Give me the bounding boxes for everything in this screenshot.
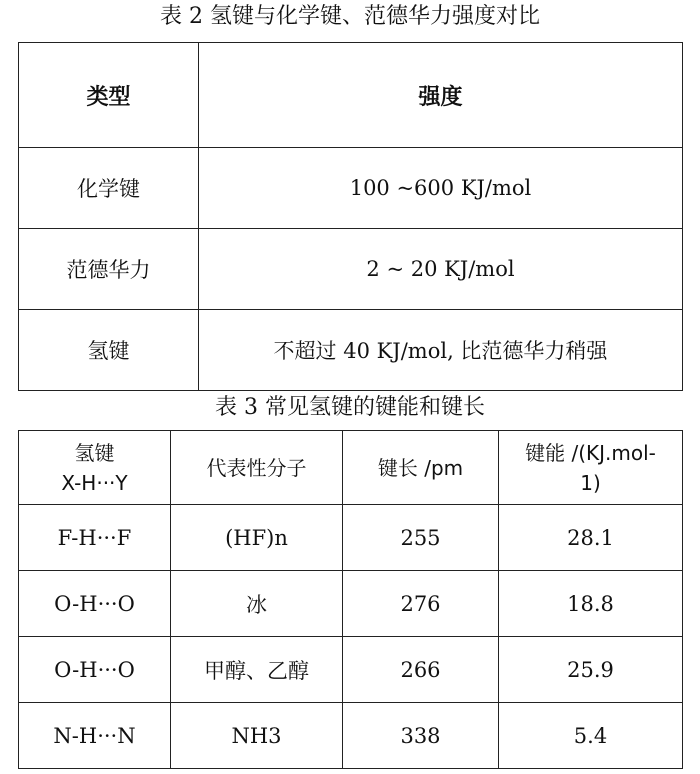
- table3-caption: 表 3 常见氢键的键能和键长: [215, 395, 485, 420]
- table3-cell-bond: O-H···O: [19, 571, 171, 637]
- table3-cell-molecule: 甲醇、乙醇: [171, 637, 343, 703]
- table3-cell-molecule: NH3: [171, 703, 343, 769]
- table3-cell-length: 255: [343, 505, 499, 571]
- table-row: [19, 505, 683, 571]
- table2-cell-type: 范德华力: [19, 229, 199, 310]
- table3-cell-energy: 18.8: [499, 571, 683, 637]
- table-row: [19, 571, 683, 637]
- table3-cell-molecule: 冰: [171, 571, 343, 637]
- table2-strength-comparison: [18, 42, 683, 391]
- table3-cell-molecule: (HF)n: [171, 505, 343, 571]
- table-row: [19, 703, 683, 769]
- table2-header-strength: 强度: [199, 43, 683, 148]
- table3-header-row: [19, 431, 683, 505]
- table3-cell-bond: O-H···O: [19, 637, 171, 703]
- table3-header-molecule: 代表性分子: [171, 431, 343, 505]
- table-row: [19, 229, 683, 310]
- table2-cell-type: 氢键: [19, 310, 199, 391]
- table3-cell-energy: 28.1: [499, 505, 683, 571]
- table-row: [19, 310, 683, 391]
- table3-header-bond: 氢键 X-H···Y: [19, 431, 171, 505]
- table3-cell-length: 266: [343, 637, 499, 703]
- table2-header-type: 类型: [19, 43, 199, 148]
- table3-header-energy: 键能 /(KJ.mol- 1): [499, 431, 683, 505]
- table2-cell-strength: 不超过 40 KJ/mol, 比范德华力稍强: [199, 310, 683, 391]
- table-row: [19, 637, 683, 703]
- table2-header-row: [19, 43, 683, 148]
- table3-header-length: 键长 /pm: [343, 431, 499, 505]
- table-row: [19, 148, 683, 229]
- table2-cell-type: 化学键: [19, 148, 199, 229]
- table3-cell-length: 338: [343, 703, 499, 769]
- table3-cell-bond: N-H···N: [19, 703, 171, 769]
- table2-caption: 表 2 氢键与化学键、范德华力强度对比: [160, 4, 540, 29]
- table2-cell-strength: 2 ~ 20 KJ/mol: [199, 229, 683, 310]
- table3-cell-length: 276: [343, 571, 499, 637]
- table3-hydrogen-bonds: [18, 430, 683, 769]
- table3-cell-energy: 25.9: [499, 637, 683, 703]
- table2-cell-strength: 100 ~600 KJ/mol: [199, 148, 683, 229]
- table3-cell-bond: F-H···F: [19, 505, 171, 571]
- table3-cell-energy: 5.4: [499, 703, 683, 769]
